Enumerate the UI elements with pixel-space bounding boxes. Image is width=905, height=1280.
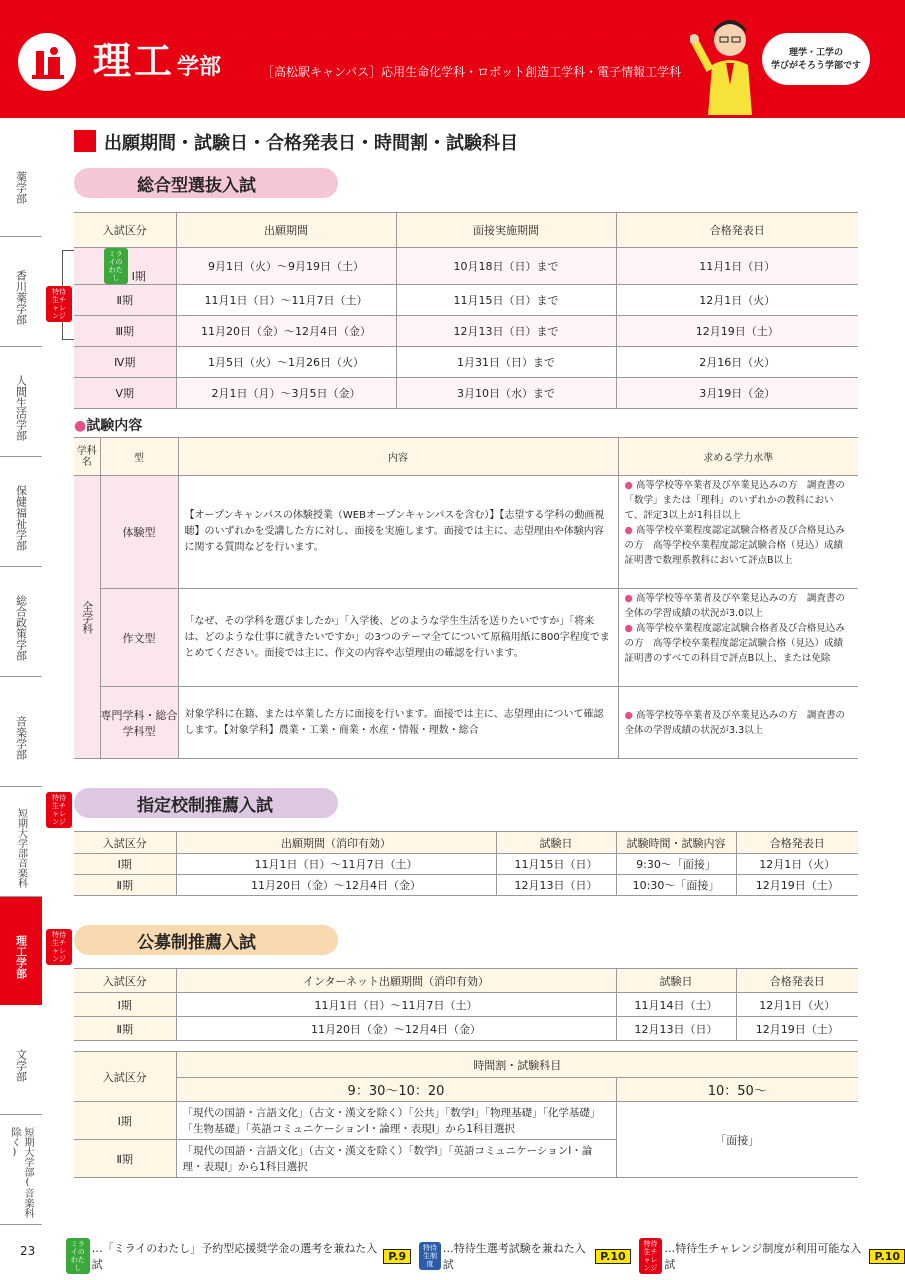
- mirai-badge: ミライのわたし: [66, 1238, 90, 1274]
- row-label: Ⅱ期: [74, 285, 176, 316]
- table-row: [74, 285, 858, 316]
- sidebar-item-health-welfare[interactable]: 保健福祉学部: [0, 457, 42, 567]
- table-cell: 9月1日（火）～9月19日（土）: [176, 248, 396, 285]
- sidebar-item-pharmacy[interactable]: 薬学部: [0, 127, 42, 237]
- table-row: [74, 378, 858, 409]
- mirai-badge: ミライのわたし: [104, 248, 128, 284]
- content-cell: 【オープンキャンパスの体験授業（WEBオープンキャンパスを含む）】【志望する学科の動画視聴】のいずれかを受講した方に対し、面接を実施します。面接では主に、志望理由や体験内容に関する質問などを行います。: [178, 476, 618, 589]
- row-label: Ⅰ期: [74, 1102, 176, 1140]
- col-header: 入試区分: [74, 969, 176, 993]
- col-header: 合格発表日: [616, 213, 858, 248]
- col-header: インターネット出願期間（消印有効）: [176, 969, 616, 993]
- table-row: [74, 1102, 858, 1140]
- row-label: Ⅲ期: [74, 316, 176, 347]
- level-cell: [618, 687, 858, 759]
- sidebar-item-junior-college[interactable]: 短期大学部(音楽科除く): [0, 1115, 42, 1225]
- table-cell: 12月13日（日）: [616, 1017, 736, 1041]
- sidebar-item-human-life[interactable]: 人間生活学部: [0, 347, 42, 457]
- col-header: 時間割・試験科目: [176, 1052, 858, 1078]
- col-header: 合格発表日: [736, 969, 858, 993]
- row-label: Ⅰ期: [74, 993, 176, 1017]
- faculty-title: 理工学部: [93, 39, 222, 83]
- level-item: ● 高等学校卒業程度認定試験合格者及び合格見込みの方 高等学校卒業程度認定試験合格（見込）成績証明書で数理系教科において評点B以上: [624, 525, 845, 566]
- table-cell: 12月19日（土）: [736, 1017, 858, 1041]
- col-header: 入試区分: [74, 213, 176, 248]
- tokutai-challenge-badge: 特待生チャレンジ: [46, 929, 72, 965]
- time-header: 10：50～: [616, 1078, 858, 1102]
- exam-content-table: [74, 437, 858, 759]
- table-row: [74, 347, 858, 378]
- row-label: Ⅰ期: [74, 854, 176, 875]
- table-cell: 11月20日（金）～12月4日（金）: [176, 1017, 616, 1041]
- table-cell: 12月1日（火）: [736, 993, 858, 1017]
- public-schedule-table: [74, 968, 858, 1041]
- table-cell: 11月15日（日）: [496, 854, 616, 875]
- row-label: Ⅴ期: [74, 378, 176, 409]
- col-header: 型: [100, 438, 178, 476]
- table-row: [74, 1017, 858, 1041]
- col-header: 試験日: [496, 832, 616, 854]
- mascot-illustration: [690, 15, 760, 115]
- table-cell: 3月10日（水）まで: [396, 378, 616, 409]
- row-label: ミライのわたし Ⅰ期: [74, 248, 176, 285]
- table-row: [74, 589, 858, 687]
- table-cell: 11月14日（土）: [616, 993, 736, 1017]
- col-header: 試験時間・試験内容: [616, 832, 736, 854]
- page-ref-link[interactable]: P.9: [383, 1249, 411, 1264]
- tokutai-challenge-badge: 特待生チャレンジ: [46, 792, 72, 828]
- table-cell: 10:30～「面接」: [616, 875, 736, 896]
- col-header: 試験日: [616, 969, 736, 993]
- legend-text: …特待生選考試験を兼ねた入試: [442, 1242, 586, 1271]
- col-header: 内容: [178, 438, 618, 476]
- interview-cell: 「面接」: [616, 1102, 858, 1178]
- sidebar-item-policy[interactable]: 総合政策学部: [0, 567, 42, 677]
- legend-text: …「ミライのわたし」予約型応援奨学金の選考を兼ねた入試: [91, 1242, 378, 1271]
- col-header: 出願期間: [176, 213, 396, 248]
- table-row: [74, 316, 858, 347]
- sidebar-item-letters[interactable]: 文学部: [0, 1005, 42, 1115]
- footer-legend: [66, 1238, 905, 1274]
- exam-content-label: ●試験内容: [74, 418, 143, 434]
- content-cell: 対象学科に在籍、または卒業した方に面接を行います。面接では主に、志望理由について確認します。【対象学科】農業・工業・商業・水産・情報・理数・総合: [178, 687, 618, 759]
- table-cell: 12月13日（日）: [496, 875, 616, 896]
- row-label: Ⅳ期: [74, 347, 176, 378]
- tokutai-seido-badge: 特待生制度: [419, 1242, 441, 1270]
- table-row: [74, 993, 858, 1017]
- sidebar-item-junior-music[interactable]: 短期大学部音楽科: [0, 787, 42, 897]
- table-cell: 2月1日（月）～3月5日（金）: [176, 378, 396, 409]
- table-cell: 12月13日（日）まで: [396, 316, 616, 347]
- page-ref-link[interactable]: P.10: [595, 1249, 631, 1264]
- table-cell: 11月1日（日）～11月7日（土）: [176, 854, 496, 875]
- row-label: Ⅱ期: [74, 1140, 176, 1178]
- row-label: Ⅱ期: [74, 875, 176, 896]
- comprehensive-schedule-table: [74, 212, 858, 409]
- table-row: [74, 476, 858, 589]
- table-cell: 9:30～「面接」: [616, 854, 736, 875]
- sidebar-item-kagawa-pharmacy[interactable]: 香川薬学部: [0, 237, 42, 347]
- lab-icon: [18, 33, 76, 91]
- public-timetable: [74, 1051, 858, 1178]
- table-cell: 3月19日（金）: [616, 378, 858, 409]
- table-cell: 12月1日（火）: [616, 285, 858, 316]
- title-marker: [74, 130, 96, 152]
- table-cell: 11月20日（金）～12月4日（金）: [176, 316, 396, 347]
- col-header: 学科名: [74, 438, 100, 476]
- section-title-comprehensive: 総合型選抜入試: [74, 168, 338, 198]
- col-header: 入試区分: [74, 832, 176, 854]
- time-header: 9：30～10：20: [176, 1078, 616, 1102]
- table-row: [74, 854, 858, 875]
- col-header: 出願期間（消印有効）: [176, 832, 496, 854]
- table-cell: 1月31日（日）まで: [396, 347, 616, 378]
- header-banner: [0, 0, 905, 118]
- section-title-public: 公募制推薦入試: [74, 925, 338, 955]
- type-cell: 専門学科・総合学科型: [100, 687, 178, 759]
- page-title: 出願期間・試験日・合格発表日・時間割・試験科目: [104, 133, 518, 154]
- col-header: 合格発表日: [736, 832, 858, 854]
- table-cell: 12月1日（火）: [736, 854, 858, 875]
- table-cell: 12月19日（土）: [736, 875, 858, 896]
- col-header: 入試区分: [74, 1052, 176, 1102]
- type-cell: 体験型: [100, 476, 178, 589]
- designated-schedule-table: [74, 831, 858, 896]
- table-cell: 11月1日（日）～11月7日（土）: [176, 285, 396, 316]
- tokutai-challenge-badge: 特待生チャレンジ: [46, 286, 72, 322]
- table-cell: 11月1日（日）: [616, 248, 858, 285]
- sidebar-item-science-engineering[interactable]: 理工学部: [0, 897, 42, 1005]
- table-cell: 11月1日（日）～11月7日（土）: [176, 993, 616, 1017]
- level-item: ● 高等学校等卒業者及び卒業見込みの方 調査書の全体の学習成績の状況が3.3以上: [624, 709, 845, 736]
- level-cell: [618, 589, 858, 687]
- table-cell: 12月19日（土）: [616, 316, 858, 347]
- tokutai-challenge-badge: 特待生チャレンジ: [639, 1238, 663, 1274]
- legend-text: …特待生チャレンジ制度が利用可能な入試: [664, 1242, 862, 1271]
- table-row: [74, 687, 858, 759]
- col-header: 面接実施期間: [396, 213, 616, 248]
- table-cell: 2月16日（火）: [616, 347, 858, 378]
- sidebar-item-music[interactable]: 音楽学部: [0, 677, 42, 787]
- row-label: Ⅱ期: [74, 1017, 176, 1041]
- table-row: [74, 248, 858, 285]
- level-item: ● 高等学校卒業程度認定試験合格者及び合格見込みの方 高等学校卒業程度認定試験合格（見込）成績証明書のすべての科目で評点B以上、または免除: [624, 623, 845, 664]
- type-cell: 作文型: [100, 589, 178, 687]
- content-cell: 「なぜ、その学科を選びましたか」「入学後、どのような学生生活を送りたいですか」「将来は、どのような仕事に就きたいですか」の3つのテーマ全てについて原稿用紙に800字程度でまとめてください。面接では主に、作文の内容や志望理由の確認を行います。: [178, 589, 618, 687]
- subjects-cell: 「現代の国語・言語文化」（古文・漢文を除く）「数学Ⅰ」「英語コミュニケーションⅠ・論理・表現Ⅰ」から1科目選択: [176, 1140, 616, 1178]
- page-ref-link[interactable]: P.10: [869, 1249, 905, 1264]
- table-cell: 10月18日（日）まで: [396, 248, 616, 285]
- subjects-cell: 「現代の国語・言語文化」（古文・漢文を除く）「公共」「数学Ⅰ」「物理基礎」「化学基礎」「生物基礎」「英語コミュニケーションⅠ・論理・表現Ⅰ」から1科目選択: [176, 1102, 616, 1140]
- level-item: ● 高等学校等卒業者及び卒業見込みの方 調査書の全体の学習成績の状況が3.0以上: [624, 593, 845, 619]
- table-cell: 11月20日（金）～12月4日（金）: [176, 875, 496, 896]
- table-cell: 1月5日（火）～1月26日（火）: [176, 347, 396, 378]
- table-row: [74, 875, 858, 896]
- dept-cell: 全学科: [74, 476, 100, 759]
- speech-bubble: 理学・工学の 学びがそろう学部です: [762, 33, 870, 85]
- campus-subtitle: ［高松駅キャンパス］応用生命化学科・ロボット創造工学科・電子情報工学科: [262, 65, 682, 79]
- table-cell: 11月15日（日）まで: [396, 285, 616, 316]
- col-header: 求める学力水準: [618, 438, 858, 476]
- level-cell: [618, 476, 858, 589]
- level-item: ● 高等学校等卒業者及び卒業見込みの方 調査書の「数学」または「理科」のいずれかの教科において、評定3以上が1科目以上: [624, 480, 845, 521]
- page-number: 23: [20, 1244, 36, 1258]
- section-title-designated: 指定校制推薦入試: [74, 788, 338, 818]
